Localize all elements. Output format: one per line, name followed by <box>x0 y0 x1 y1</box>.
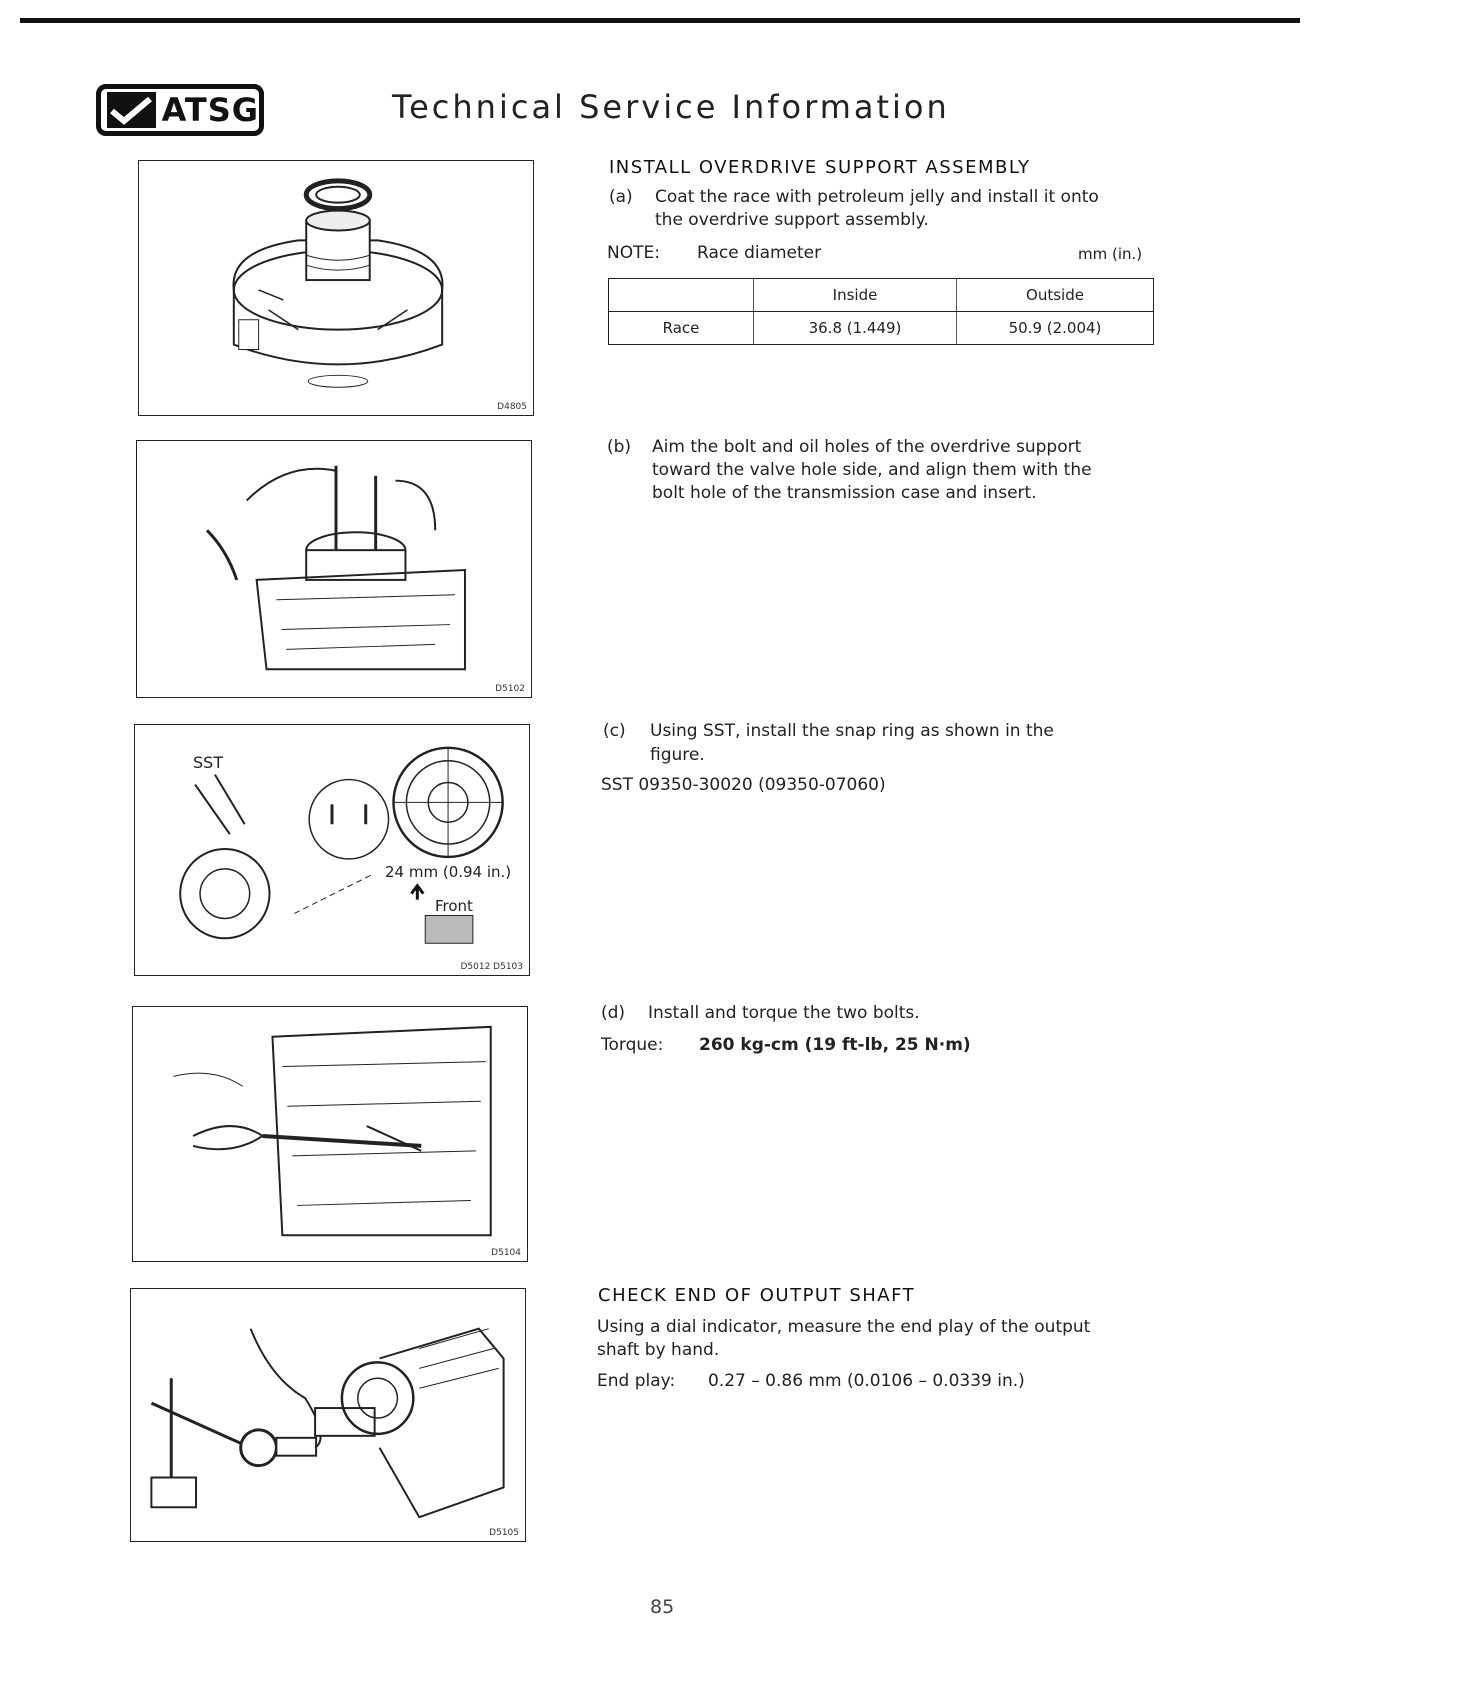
figure-code: D5102 <box>495 684 525 694</box>
figure-torque-bolts <box>132 1006 528 1262</box>
step-c-line2: figure. <box>650 745 705 765</box>
sst-label: SST <box>193 753 224 772</box>
figure-overdrive-support <box>138 160 534 416</box>
step-b-line1: Aim the bolt and oil holes of the overdrive support <box>652 437 1082 457</box>
note-text: Race diameter <box>697 243 822 263</box>
insert-support-illustration <box>137 441 531 697</box>
page-title: Technical Service Information <box>392 88 950 126</box>
step-a-text-line1: Coat the race with petroleum jelly and install it onto <box>655 187 1099 207</box>
table-cell: 50.9 (2.004) <box>957 312 1154 345</box>
table-cell: 36.8 (1.449) <box>754 312 957 345</box>
table-row <box>609 312 1154 345</box>
endplay-value: 0.27 – 0.86 mm (0.0106 – 0.0339 in.) <box>708 1371 1025 1391</box>
section2-line2: shaft by hand. <box>597 1340 720 1360</box>
figure-code: D5104 <box>491 1248 521 1258</box>
logo-text: ATSG <box>161 91 259 129</box>
overdrive-support-illustration <box>139 161 533 415</box>
note-label: NOTE: <box>607 243 660 263</box>
checkmark-icon <box>107 92 156 128</box>
section2-line1: Using a dial indicator, measure the end play of the output <box>597 1317 1091 1337</box>
figure-code: D5105 <box>489 1528 519 1538</box>
front-label: Front <box>435 897 473 915</box>
step-d-text: Install and torque the two bolts. <box>648 1003 920 1023</box>
step-b-line2: toward the valve hole side, and align them with the <box>652 460 1092 480</box>
section-heading-install-overdrive: INSTALL OVERDRIVE SUPPORT ASSEMBLY <box>609 157 1031 178</box>
table-header-cell <box>609 279 754 312</box>
step-b-label: (b) <box>607 437 632 457</box>
table-header-row <box>609 279 1154 312</box>
step-a-label: (a) <box>609 187 633 207</box>
torque-label: Torque: <box>601 1035 664 1055</box>
section-heading-check-output-shaft: CHECK END OF OUTPUT SHAFT <box>598 1285 916 1306</box>
step-a-text-line2: the overdrive support assembly. <box>655 210 929 230</box>
step-d-label: (d) <box>601 1003 626 1023</box>
step-b-line3: bolt hole of the transmission case and insert. <box>652 483 1037 503</box>
dial-indicator-illustration <box>131 1289 525 1541</box>
figure-dial-indicator <box>130 1288 526 1542</box>
table-header-cell: Inside <box>754 279 957 312</box>
atsg-logo <box>96 84 264 136</box>
units-label: mm (in.) <box>1078 245 1143 263</box>
step-c-label: (c) <box>603 721 626 741</box>
top-rule <box>20 18 1300 23</box>
figure-insert-support <box>136 440 532 698</box>
page-number: 85 <box>650 1596 675 1618</box>
step-c-sst: SST 09350-30020 (09350-07060) <box>601 775 886 795</box>
figure-code: D5012 D5103 <box>460 962 523 972</box>
figure-snap-ring <box>134 724 530 976</box>
table-cell: Race <box>609 312 754 345</box>
torque-bolts-illustration <box>133 1007 527 1261</box>
table-header-cell: Outside <box>957 279 1154 312</box>
step-c-line1: Using SST, install the snap ring as shown in the <box>650 721 1054 741</box>
endplay-label: End play: <box>597 1371 676 1391</box>
figure-code: D4805 <box>497 402 527 412</box>
torque-value: 260 kg-cm (19 ft-lb, 25 N·m) <box>699 1035 971 1055</box>
race-diameter-table <box>608 278 1154 345</box>
dimension-label: 24 mm (0.94 in.) <box>385 863 512 881</box>
